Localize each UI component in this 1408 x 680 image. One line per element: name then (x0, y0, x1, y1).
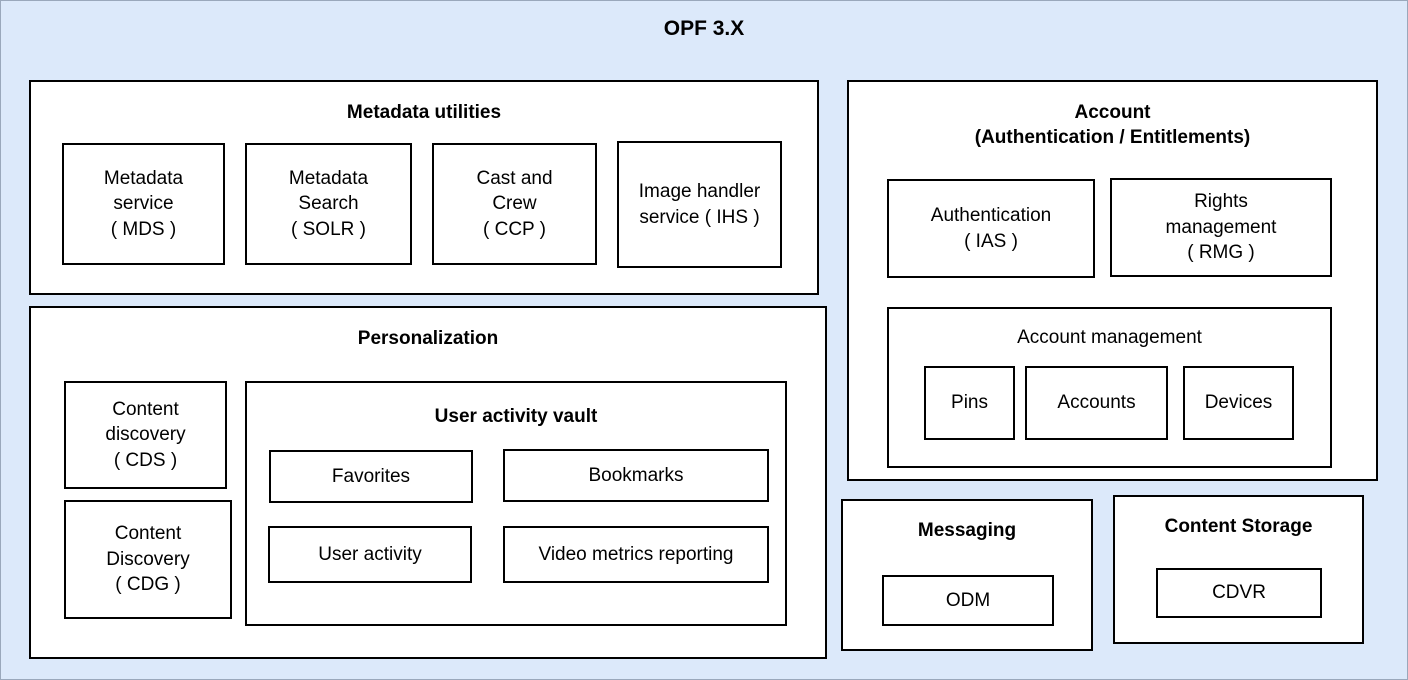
panel-title-messaging: Messaging (917, 520, 1017, 541)
node-image-handler-service: Image handler service ( IHS ) (617, 141, 782, 268)
node-metadata-search: Metadata Search ( SOLR ) (245, 143, 412, 265)
panel-title-account-line1: Account (1074, 102, 1151, 123)
diagram-title: OPF 3.X (663, 17, 745, 40)
node-cast-and-crew: Cast and Crew ( CCP ) (432, 143, 597, 265)
node-content-discovery-cds: Content discovery ( CDS ) (64, 381, 227, 489)
panel-account (847, 80, 1378, 481)
panel-title-account (849, 101, 1376, 150)
node-user-activity: User activity (268, 526, 472, 583)
panel-content-storage (1113, 495, 1364, 644)
panel-title-metadata-utilities: Metadata utilities (346, 102, 502, 123)
node-content-discovery-cdg: Content Discovery ( CDG ) (64, 500, 232, 619)
panel-user-activity-vault (245, 381, 787, 626)
node-odm: ODM (882, 575, 1054, 626)
panel-title-account-line2: (Authentication / Entitlements) (974, 126, 1251, 148)
panel-title-account-management: Account management (1017, 327, 1202, 348)
panel-messaging (841, 499, 1093, 651)
node-favorites: Favorites (269, 450, 473, 503)
panel-personalization (29, 306, 827, 659)
node-rights-management-rmg: Rights management ( RMG ) (1110, 178, 1332, 277)
node-cdvr: CDVR (1156, 568, 1322, 618)
node-video-metrics-reporting: Video metrics reporting (503, 526, 769, 583)
node-authentication-ias: Authentication ( IAS ) (887, 179, 1095, 278)
panel-metadata-utilities (29, 80, 819, 295)
node-metadata-service: Metadata service ( MDS ) (62, 143, 225, 265)
node-accounts: Accounts (1025, 366, 1168, 440)
node-pins: Pins (924, 366, 1015, 440)
node-bookmarks: Bookmarks (503, 449, 769, 502)
panel-title-content-storage: Content Storage (1164, 516, 1313, 537)
node-devices: Devices (1183, 366, 1294, 440)
panel-account-management (887, 307, 1332, 468)
panel-title-user-activity-vault: User activity vault (434, 406, 598, 427)
panel-title-personalization: Personalization (357, 328, 499, 349)
